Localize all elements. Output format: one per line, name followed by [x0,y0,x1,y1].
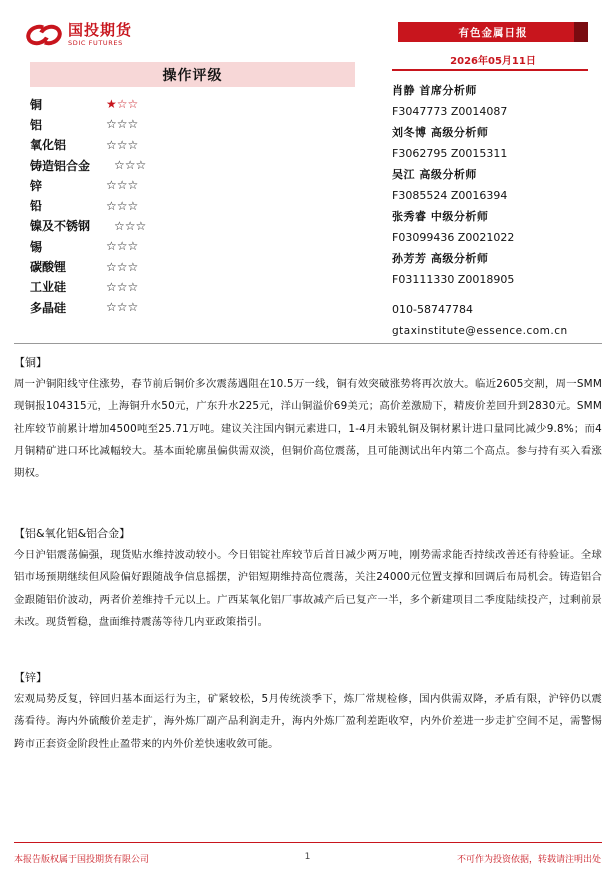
star-empty-icon: ☆ [106,259,117,274]
rating-stars [106,199,138,213]
analyst-name: 肖静 首席分析师 [392,84,477,97]
analyst-license-id: F3047773 Z0014087 [392,105,508,118]
star-empty-icon: ☆ [124,218,136,233]
rating-item-name: 锡 [30,239,43,254]
contact-phone: 010-58747784 [392,303,473,316]
star-empty-icon: ☆ [106,300,117,315]
section-copper [14,353,602,484]
star-empty-icon: ☆ [116,198,128,213]
analyst-list [392,81,514,291]
footer-divider [14,842,602,843]
star-empty-icon: ☆ [116,117,128,132]
star-empty-icon: ☆ [124,158,136,173]
analyst-license-id: F03111330 Z0018905 [392,273,515,286]
rating-row [30,94,146,114]
rating-item-name: 多晶硅 [30,300,67,315]
rating-stars [106,280,138,294]
rating-item-name: 铝 [30,117,43,132]
analyst-license-id: F3085524 Z0016394 [392,189,508,202]
rating-row [30,216,146,236]
section-aluminum [14,524,602,633]
star-empty-icon: ☆ [116,137,128,152]
rating-item-name: 镍及不锈钢 [30,219,91,234]
footer-disclaimer: 不可作为投资依据，转载请注明出处 [456,855,601,865]
rating-list [30,94,146,317]
star-empty-icon: ☆ [127,198,139,213]
star-empty-icon: ☆ [135,218,147,233]
footer-copyright: 本报告版权属于国投期货有限公司 [14,855,150,865]
report-date: 2026年05月11日 [450,56,536,67]
star-empty-icon: ☆ [127,279,139,294]
rating-item-name: 铅 [30,199,43,214]
rating-row [30,155,146,175]
rating-stars [114,219,146,233]
rating-stars [114,158,146,172]
star-empty-icon: ☆ [116,300,128,315]
star-empty-icon: ☆ [127,259,139,274]
star-empty-icon: ☆ [114,158,125,173]
star-empty-icon: ☆ [106,178,117,193]
rating-row [30,114,146,134]
logo-name-cn: 国投期货 [68,21,133,40]
analyst-name: 刘冬博 高级分析师 [392,126,489,139]
company-logo [26,22,132,48]
analyst-name: 孙芳芳 高级分析师 [392,252,489,265]
rating-stars [106,300,138,314]
rating-row [30,297,146,317]
section-body-copper: 周一沪铜阳线守住涨势，春节前后铜价多次震荡遇阻在10.5万一线，铜有效突破涨势将再次放大。临近2605交割，周一SMM现铜报104315元，上海铜升水50元，广东升水225元，洋山铜溢价69美元；高价差激励下，精废价差回升到2830元。SMM社库较节前累计增加4500吨至25.71万吨。建议关注国内铜元素进口，1-4月未锻轧铜及铜材累计进口量同比减少9.8%；而4月铜精矿进口环比减幅较大。基本面轮廓虽偏供需双淡，但铜价高位震荡，且可能测试出年内第二个高点。参与持有买入看涨期权。 [14,378,602,480]
star-empty-icon: ☆ [127,117,139,132]
header-divider [392,69,588,71]
rating-row [30,256,146,276]
analyst-license-id: F03099436 Z0021022 [392,231,515,244]
rating-item-name: 铜 [30,97,43,112]
star-empty-icon: ☆ [127,178,139,193]
star-empty-icon: ☆ [127,239,139,254]
rating-item-name: 锌 [30,178,43,193]
star-empty-icon: ☆ [116,178,128,193]
section-body-zinc: 宏观局势反复，锌回归基本面运行为主，矿紧较松，5月传统淡季下，炼厂常规检修，国内供需双降，矛盾有限，沪锌仍以震荡看待。海内外硫酸价差走扩，海外炼厂副产品利润走升，海内外炼厂盈利差距收窄，内外价差进一步走扩空间不足，需警惕跨市正套资金阶段性止盈带来的内外价差快速收敛可能。 [14,693,602,750]
star-empty-icon: ☆ [116,97,128,112]
rating-stars [106,239,138,253]
report-type-label: 有色金属日报 [458,26,528,39]
rating-title: 操作评级 [30,62,355,87]
rating-item-name: 铸造铝合金 [30,158,91,173]
star-empty-icon: ☆ [116,259,128,274]
star-empty-icon: ☆ [106,117,117,132]
rating-row [30,277,146,297]
rating-row [30,175,146,195]
star-empty-icon: ☆ [127,300,139,315]
rating-stars [106,178,138,192]
star-filled-icon: ★ [106,97,117,112]
analyst-name: 吴江 高级分析师 [392,168,477,181]
analyst-name: 张秀睿 中级分析师 [392,210,489,223]
rating-item-name: 碳酸锂 [30,260,67,275]
rating-item-name: 工业硅 [30,280,67,295]
star-empty-icon: ☆ [127,137,139,152]
rating-row [30,195,146,215]
star-empty-icon: ☆ [114,218,125,233]
star-empty-icon: ☆ [106,239,117,254]
rating-item-name: 氧化铝 [30,138,67,153]
report-type-banner [398,22,588,42]
footer-page-number: 1 [304,852,311,862]
contact-email[interactable]: gtaxinstitute@essence.com.cn [392,325,568,337]
section-title-copper: 【铜】 [14,356,47,369]
logo-mark-icon [26,22,66,48]
rating-row [30,236,146,256]
rating-row [30,135,146,155]
rating-stars [106,117,138,131]
star-empty-icon: ☆ [106,279,117,294]
section-title-aluminum: 【铝&氧化铝&铝合金】 [14,527,131,540]
content-divider [14,343,602,344]
star-empty-icon: ☆ [116,279,128,294]
section-zinc [14,668,602,755]
star-empty-icon: ☆ [106,198,117,213]
rating-stars [106,97,138,111]
star-empty-icon: ☆ [127,97,139,112]
rating-stars [106,138,138,152]
logo-name-en: SDIC FUTURES [68,39,123,48]
star-empty-icon: ☆ [106,137,117,152]
star-empty-icon: ☆ [135,158,147,173]
analyst-license-id: F3062795 Z0015311 [392,147,508,160]
section-body-aluminum: 今日沪铝震荡偏强，现货贴水维持波动较小。今日铝锭社库较节后首日减少两万吨，刚势需求能否持续改善还有待验证。全球铝市场预期继续但风险偏好跟随战争信息摇摆，沪铝短期维持高位震荡，关注24000元位置支撑和回调后布局机会。铸造铝合金跟随铝价波动，两者价差维持千元以上。广西某氧化铝厂事故减产后已复产一半，多个新建项目二季度陆续投产，过剩前景未改。现货暂稳，盘面维持震荡等待几内亚政策指引。 [14,549,602,628]
section-title-zinc: 【锌】 [14,671,47,684]
star-empty-icon: ☆ [116,239,128,254]
rating-stars [106,260,138,274]
